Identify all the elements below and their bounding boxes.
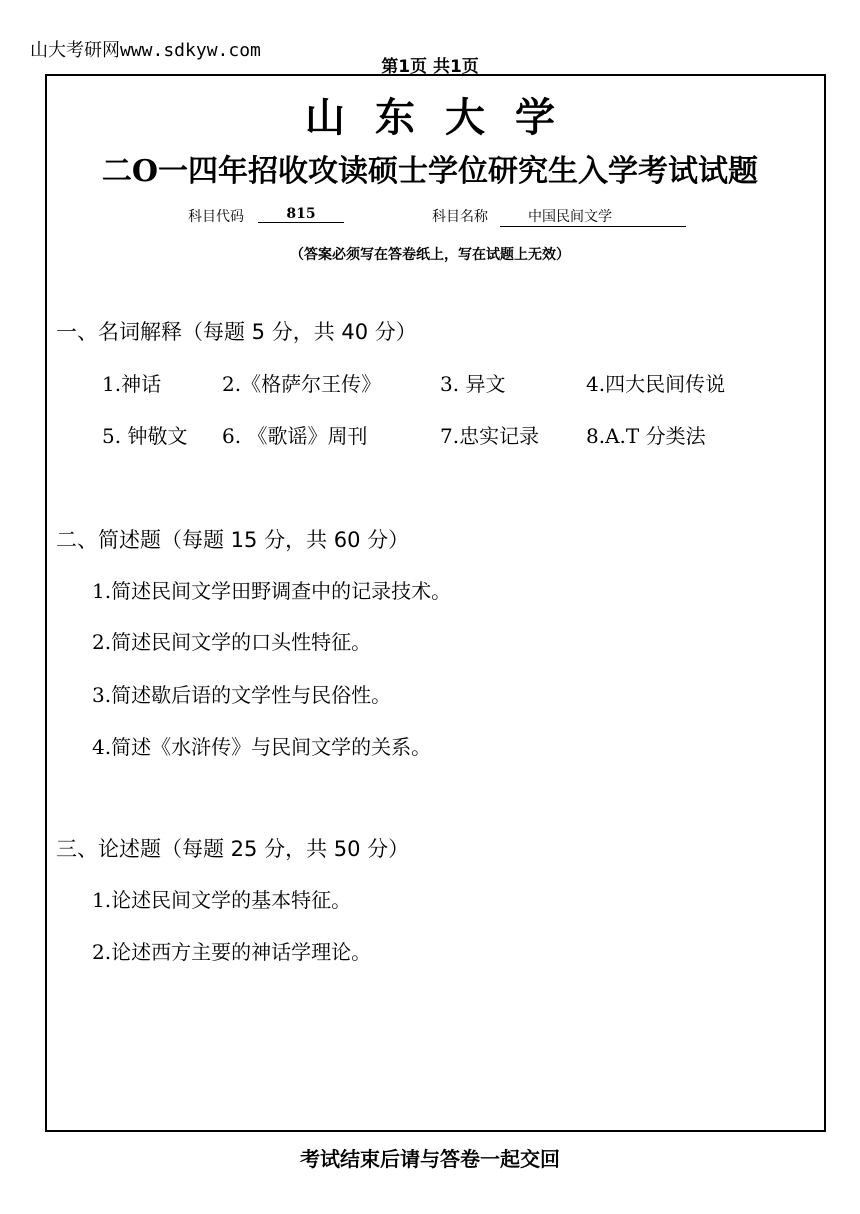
term-item: 7.忠实记录 [440, 424, 540, 448]
term-item: 6. 《歌谣》周刊 [222, 424, 368, 448]
term-item: 2.《格萨尔王传》 [222, 372, 382, 396]
question-item: 1.简述民间文学田野调查中的记录技术。 [92, 579, 452, 603]
term-item: 1.神话 [102, 372, 162, 396]
section1-heading: 一、名词解释（每题 5 分，共 40 分） [56, 320, 417, 344]
subject-name-label: 科目名称 [432, 209, 488, 225]
exam-title: 二O一四年招收攻读硕士学位研究生入学考试试题 [101, 154, 759, 189]
subject-name-value: 中国民间文学 [500, 206, 686, 227]
term-item: 4.四大民间传说 [586, 372, 726, 396]
term-item: 3. 异文 [440, 372, 506, 396]
subject-code-label: 科目代码 [188, 209, 244, 225]
footer-note: 考试结束后请与答卷一起交回 [300, 1147, 560, 1171]
university-name: 山东大学 [305, 94, 585, 141]
question-item: 3.简述歇后语的文学性与民俗性。 [92, 683, 392, 707]
subject-code-value: 815 [258, 206, 344, 223]
section2-heading: 二、简述题（每题 15 分，共 60 分） [56, 528, 410, 552]
watermark-text: 山大考研网www.sdkyw.com [30, 40, 261, 61]
question-item: 1.论述民间文学的基本特征。 [92, 888, 352, 912]
term-item: 8.A.T 分类法 [586, 424, 706, 448]
section3-heading: 三、论述题（每题 25 分，共 50 分） [56, 837, 410, 861]
term-item: 5. 钟敬文 [102, 424, 188, 448]
question-item: 4.简述《水浒传》与民间文学的关系。 [92, 735, 432, 759]
question-item: 2.论述西方主要的神话学理论。 [92, 940, 372, 964]
question-item: 2.简述民间文学的口头性特征。 [92, 630, 372, 654]
page-number: 第1页 共1页 [381, 57, 479, 77]
answer-notice: （答案必须写在答卷纸上，写在试题上无效） [290, 247, 570, 263]
